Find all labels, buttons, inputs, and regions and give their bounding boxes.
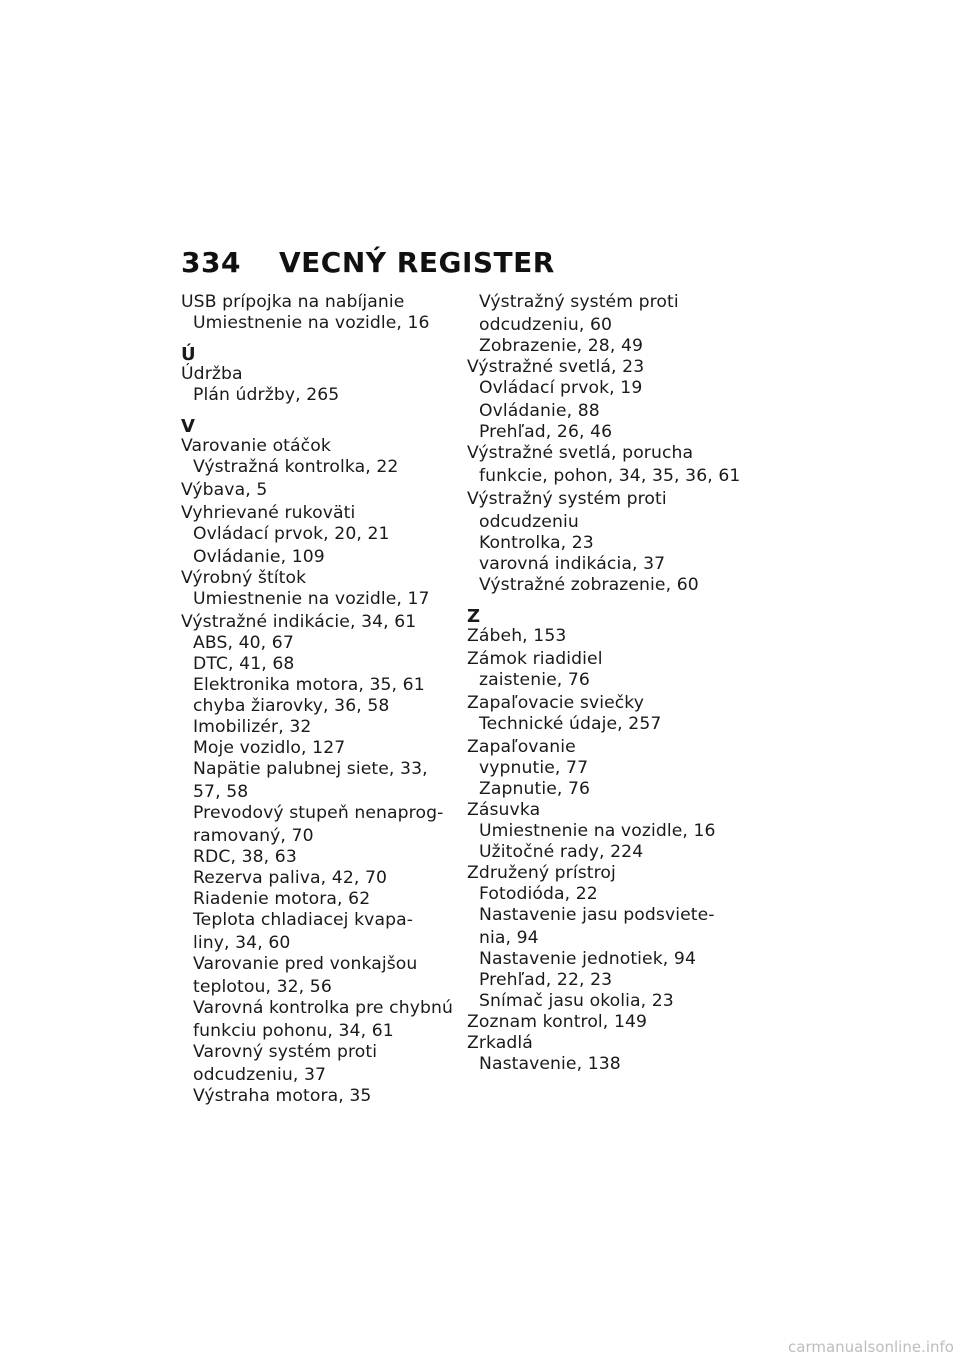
index-subentry: funkcie, pohon, 34, 35, 36, 61 (479, 466, 741, 486)
index-section-letter: V (181, 416, 195, 437)
index-subentry: Technické údaje, 257 (479, 714, 662, 734)
index-entry: Vyhrievané rukoväti (181, 503, 356, 523)
index-entry: Výrobný štítok (181, 568, 307, 588)
index-entry: Zásuvka (467, 800, 541, 820)
index-entry: Výbava, 5 (181, 480, 268, 500)
index-subentry: vypnutie, 77 (479, 758, 589, 778)
index-entry: Zapaľovanie (467, 737, 576, 757)
index-column-right (467, 292, 741, 1075)
index-subentry: Užitočné rady, 224 (479, 842, 644, 862)
page-header (181, 246, 555, 279)
index-entry: Výstražný systém proti (467, 489, 667, 509)
page-title: VECNÝ REGISTER (279, 246, 555, 279)
index-subentry: Výstražná kontrolka, 22 (193, 457, 399, 477)
index-entry: Údržba (181, 364, 243, 384)
index-subentry: chyba žiarovky, 36, 58 (193, 696, 390, 716)
index-subentry: 57, 58 (193, 782, 249, 802)
index-subentry: odcudzeniu (479, 512, 579, 532)
index-subentry: Umiestnenie na vozidle, 16 (193, 313, 430, 333)
index-subentry: Moje vozidlo, 127 (193, 738, 346, 758)
index-entry: Zapaľovacie sviečky (467, 693, 645, 713)
index-subentry: Imobilizér, 32 (193, 717, 312, 737)
index-subentry: Riadenie motora, 62 (193, 889, 371, 909)
index-subentry: Ovládací prvok, 19 (479, 378, 643, 398)
index-subentry: ramovaný, 70 (193, 826, 314, 846)
index-subentry: Prehľad, 26, 46 (479, 422, 613, 442)
index-subentry: Snímač jasu okolia, 23 (479, 991, 674, 1011)
index-subentry: Výstraha motora, 35 (193, 1086, 372, 1106)
index-subentry: Výstražný systém proti (479, 292, 679, 312)
index-subentry: Fotodióda, 22 (479, 884, 598, 904)
index-subentry: Umiestnenie na vozidle, 17 (193, 589, 430, 609)
index-subentry: Nastavenie, 138 (479, 1054, 621, 1074)
index-entry: Zámok riadidiel (467, 649, 603, 669)
index-subentry: DTC, 41, 68 (193, 654, 295, 674)
index-subentry: Ovládanie, 109 (193, 547, 325, 567)
index-entry: Výstražné indikácie, 34, 61 (181, 612, 417, 632)
index-entry: Zrkadlá (467, 1033, 533, 1053)
index-subentry: Varovanie pred vonkajšou (193, 954, 418, 974)
index-subentry: Nastavenie jednotiek, 94 (479, 949, 696, 969)
index-subentry: Výstražné zobrazenie, 60 (479, 575, 699, 595)
index-subentry: Prehľad, 22, 23 (479, 970, 613, 990)
index-subentry: Zapnutie, 76 (479, 779, 591, 799)
watermark: carmanualsonline.info (788, 1338, 954, 1356)
index-entry: USB prípojka na nabíjanie (181, 292, 405, 312)
index-subentry: Rezerva paliva, 42, 70 (193, 868, 388, 888)
index-subentry: Napätie palubnej siete, 33, (193, 759, 428, 779)
index-subentry: Varovný systém proti (193, 1042, 378, 1062)
index-section-letter: Ú (181, 344, 196, 365)
index-section-letter: Z (467, 606, 481, 627)
index-subentry: Elektronika motora, 35, 61 (193, 675, 425, 695)
index-subentry: ABS, 40, 67 (193, 633, 294, 653)
page-number: 334 (181, 246, 241, 279)
index-column-left (181, 292, 451, 1107)
index-subentry: Nastavenie jasu podsviete- (479, 905, 715, 925)
index-subentry: Umiestnenie na vozidle, 16 (479, 821, 716, 841)
index-subentry: zaistenie, 76 (479, 670, 590, 690)
index-subentry: teplotou, 32, 56 (193, 977, 332, 997)
index-subentry: liny, 34, 60 (193, 933, 291, 953)
index-subentry: odcudzeniu, 60 (479, 315, 613, 335)
index-entry: Výstražné svetlá, 23 (467, 357, 645, 377)
index-subentry: Zobrazenie, 28, 49 (479, 336, 644, 356)
index-subentry: funkciu pohonu, 34, 61 (193, 1021, 394, 1041)
index-entry: Zábeh, 153 (467, 626, 567, 646)
index-subentry: Kontrolka, 23 (479, 533, 594, 553)
index-subentry: nia, 94 (479, 928, 539, 948)
index-entry: Združený prístroj (467, 863, 616, 883)
index-subentry: varovná indikácia, 37 (479, 554, 666, 574)
index-subentry: Teplota chladiacej kvapa- (193, 910, 414, 930)
index-subentry: odcudzeniu, 37 (193, 1065, 327, 1085)
index-subentry: RDC, 38, 63 (193, 847, 297, 867)
index-subentry: Varovná kontrolka pre chybnú (193, 998, 453, 1018)
index-entry: Zoznam kontrol, 149 (467, 1012, 648, 1032)
index-subentry: Plán údržby, 265 (193, 385, 340, 405)
index-subentry: Ovládací prvok, 20, 21 (193, 524, 390, 544)
index-entry: Varovanie otáčok (181, 436, 331, 456)
index-entry: Výstražné svetlá, porucha (467, 443, 694, 463)
index-subentry: Ovládanie, 88 (479, 401, 600, 421)
index-subentry: Prevodový stupeň nenaprog- (193, 803, 444, 823)
